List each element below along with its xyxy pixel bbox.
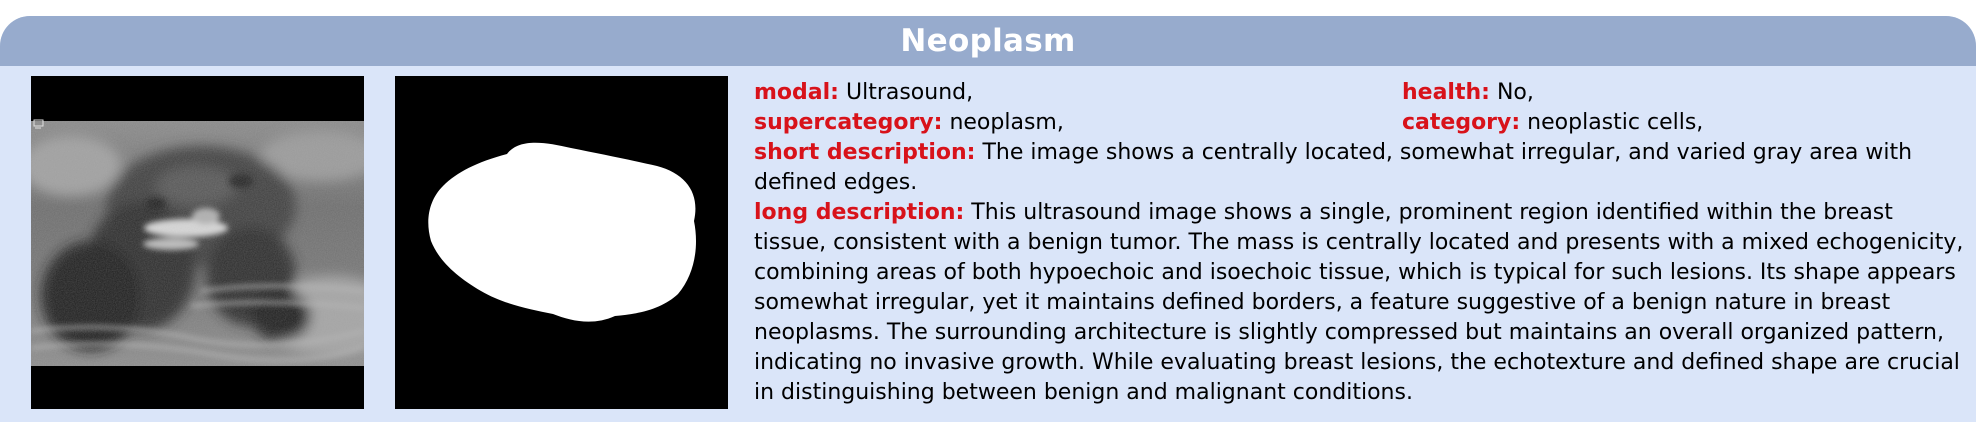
- modal-key: modal:: [754, 80, 839, 105]
- health-value: No,: [1489, 80, 1534, 105]
- long-description-key: long description:: [754, 200, 965, 225]
- health-key: health:: [1402, 80, 1490, 105]
- category-value: neoplastic cells,: [1520, 110, 1704, 135]
- health-field: [1402, 78, 1534, 108]
- card-title: Neoplasm: [900, 23, 1076, 59]
- info-card: [0, 16, 1976, 422]
- modal-field: [754, 80, 973, 105]
- metadata-text: [754, 78, 1969, 408]
- supercategory-field: [754, 110, 1064, 135]
- segmentation-mask-image: [395, 76, 728, 409]
- supercategory-value: neoplasm,: [942, 110, 1064, 135]
- short-description-value: The image shows a centrally located, somewhat irregular, and varied gray area with defined edges.: [754, 140, 1913, 195]
- metadata-row-2: [754, 108, 1969, 138]
- short-description: [754, 138, 1969, 198]
- short-description-key: short description:: [754, 140, 976, 165]
- ultrasound-image: [31, 76, 364, 409]
- category-field: [1402, 108, 1703, 138]
- category-key: category:: [1402, 110, 1521, 135]
- supercategory-key: supercategory:: [754, 110, 943, 135]
- modal-value: Ultrasound,: [838, 80, 974, 105]
- long-description-value: This ultrasound image shows a single, prominent region identified within the breast tissue, consistent with a benign tumor. The mass is centrally located and presents with a mixed echogenicity, combining areas of both hypoechoic and isoechoic tissue, which is typical for such lesions. Its shape appears somewhat irregular, yet it maintains defined borders, a feature suggestive of a benign nature in breast neoplasms. The surrounding architecture is slightly compressed but maintains an overall organized pattern, indicating no invasive growth. While evaluating breast lesions, the echotexture and defined shape are crucial in distinguishing between benign and malignant conditions.: [754, 200, 1964, 405]
- title-bar: [0, 16, 1976, 66]
- metadata-row-1: [754, 78, 1969, 108]
- long-description: [754, 198, 1969, 408]
